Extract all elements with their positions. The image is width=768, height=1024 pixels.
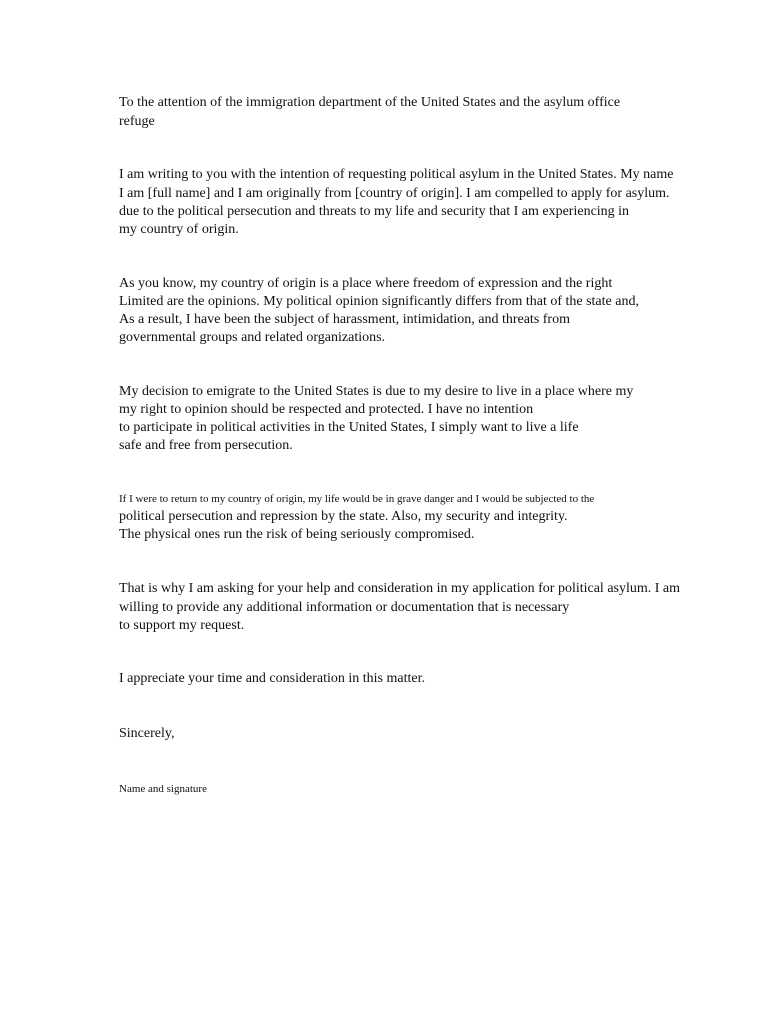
paragraph-3-line-3: to participate in political activities in the United States, I simply want to live a life — [119, 420, 579, 435]
paragraph-1-line-1: I am writing to you with the intention of requesting political asylum in the United States. My name — [119, 167, 674, 182]
paragraph-5-line-2: willing to provide any additional information or documentation that is necessary — [119, 600, 570, 615]
header-line-1: To the attention of the immigration department of the United States and the asylum office — [119, 95, 621, 110]
paragraph-3-line-2: my right to opinion should be respected and protected. I have no intention — [119, 402, 534, 417]
paragraph-2-line-3: As a result, I have been the subject of harassment, intimidation, and threats from — [119, 312, 570, 327]
paragraph-3-line-1: My decision to emigrate to the United States is due to my desire to live in a place where my — [119, 384, 634, 399]
paragraph-2-line-4: governmental groups and related organizations. — [119, 330, 386, 345]
paragraph-4-line-1: If I were to return to my country of origin, my life would be in grave danger and I would be subjected to the — [119, 493, 595, 505]
paragraph-4-line-3: The physical ones run the risk of being seriously compromised. — [119, 527, 475, 542]
paragraph-2-line-2: Limited are the opinions. My political opinion significantly differs from that of the state and, — [119, 294, 639, 309]
paragraph-1-line-4: my country of origin. — [119, 222, 239, 237]
paragraph-6-line-1: I appreciate your time and consideration in this matter. — [119, 671, 425, 686]
paragraph-5-line-1: That is why I am asking for your help and consideration in my application for political asylum. I am — [119, 581, 681, 596]
paragraph-4-line-2: political persecution and repression by the state. Also, my security and integrity. — [119, 509, 568, 524]
paragraph-2-line-1: As you know, my country of origin is a place where freedom of expression and the right — [119, 276, 613, 291]
paragraph-1-line-3: due to the political persecution and threats to my life and security that I am experiencing in — [119, 204, 630, 219]
signature-label: Name and signature — [119, 783, 207, 795]
paragraph-5-line-3: to support my request. — [119, 618, 245, 633]
header-line-2: refuge — [119, 114, 155, 129]
paragraph-1-line-2: I am [full name] and I am originally from [country of origin]. I am compelled to apply for asylum. — [119, 186, 670, 201]
paragraph-3-line-4: safe and free from persecution. — [119, 438, 293, 453]
closing: Sincerely, — [119, 726, 175, 741]
